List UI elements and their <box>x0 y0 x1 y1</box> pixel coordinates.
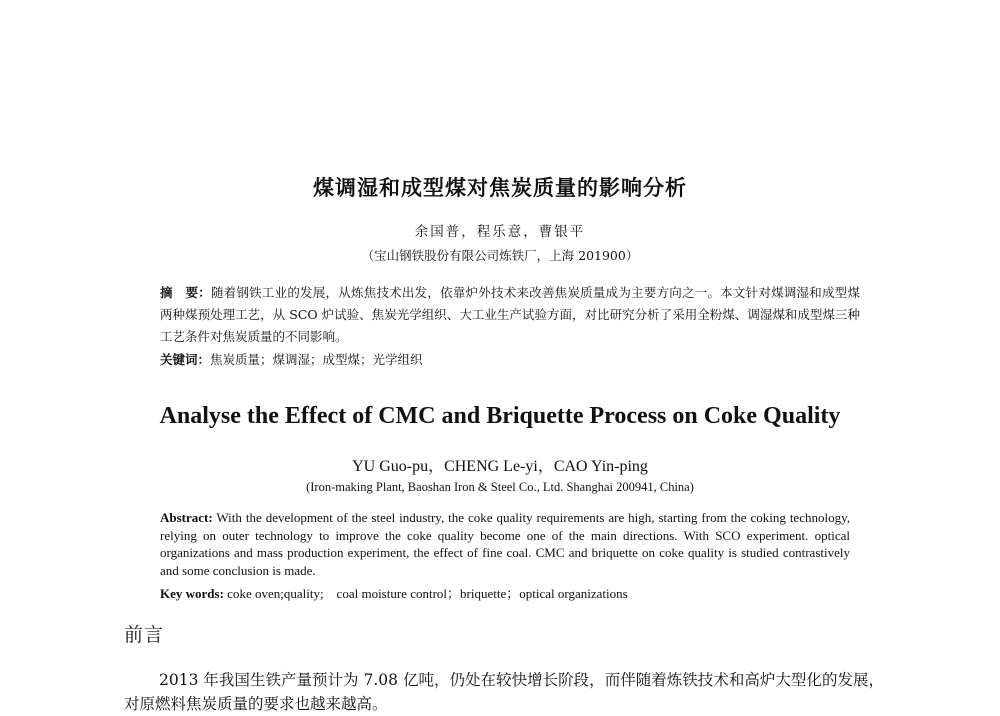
english-affiliation: (Iron-making Plant, Baoshan Iron & Steel Co., Ltd. Shanghai 200941, China) <box>306 480 694 494</box>
chinese-title: 煤调湿和成型煤对焦炭质量的影响分析 <box>313 176 687 200</box>
chinese-abstract-text: 随着钢铁工业的发展，从炼焦技术出发，依靠炉外技术来改善焦炭质量成为主要方向之一。本文针对煤调湿和成型煤两种煤预处理工艺，从 SCO 炉试验、焦炭光学组织、大工业生产试验方面，对比研究分析了采用全粉煤、调湿煤和成型煤三种工艺条件对焦炭质量的不同影响。 <box>160 285 860 344</box>
chinese-keywords <box>160 350 860 370</box>
english-keywords <box>160 585 850 603</box>
english-authors: YU Guo-pu，CHENG Le-yi，CAO Yin-ping <box>352 458 648 475</box>
english-abstract-text: With the development of the steel industry, the coke quality requirements are high, starting from the coking technology, relying on outer technology to improve the coke quality become one of the main directions. With SCO experiment. optical organizations and mass production experiment, the effect of fine coal. CMC and briquette on coke quality is studied contrastively and some conclusion is made. <box>160 510 850 578</box>
english-keywords-label: Key words: <box>160 586 224 601</box>
section-heading-preface: 前言 <box>124 624 165 646</box>
chinese-keywords-label: 关键词： <box>160 352 211 367</box>
english-abstract <box>160 509 850 579</box>
chinese-abstract-label: 摘 要： <box>160 285 211 300</box>
chinese-keywords-text: 焦炭质量；煤调湿；成型煤；光学组织 <box>210 352 423 367</box>
chinese-affiliation: （宝山钢铁股份有限公司炼铁厂，上海 201900） <box>361 248 639 263</box>
intro-paragraph: 2013 年我国生铁产量预计为 7.08 亿吨，仍处在较快增长阶段，而伴随着炼铁技术和高炉大型化的发展，对原燃料焦炭质量的要求也越来越高。 <box>124 671 884 713</box>
english-keywords-text: coke oven;quality; coal moisture control；briquette；optical organizations <box>223 586 628 601</box>
chinese-abstract <box>160 282 860 348</box>
chinese-authors: 余国普，程乐意，曹银平 <box>414 224 586 240</box>
english-abstract-label: Abstract: <box>160 510 213 525</box>
english-title: Analyse the Effect of CMC and Briquette Process on Coke Quality <box>159 403 841 429</box>
